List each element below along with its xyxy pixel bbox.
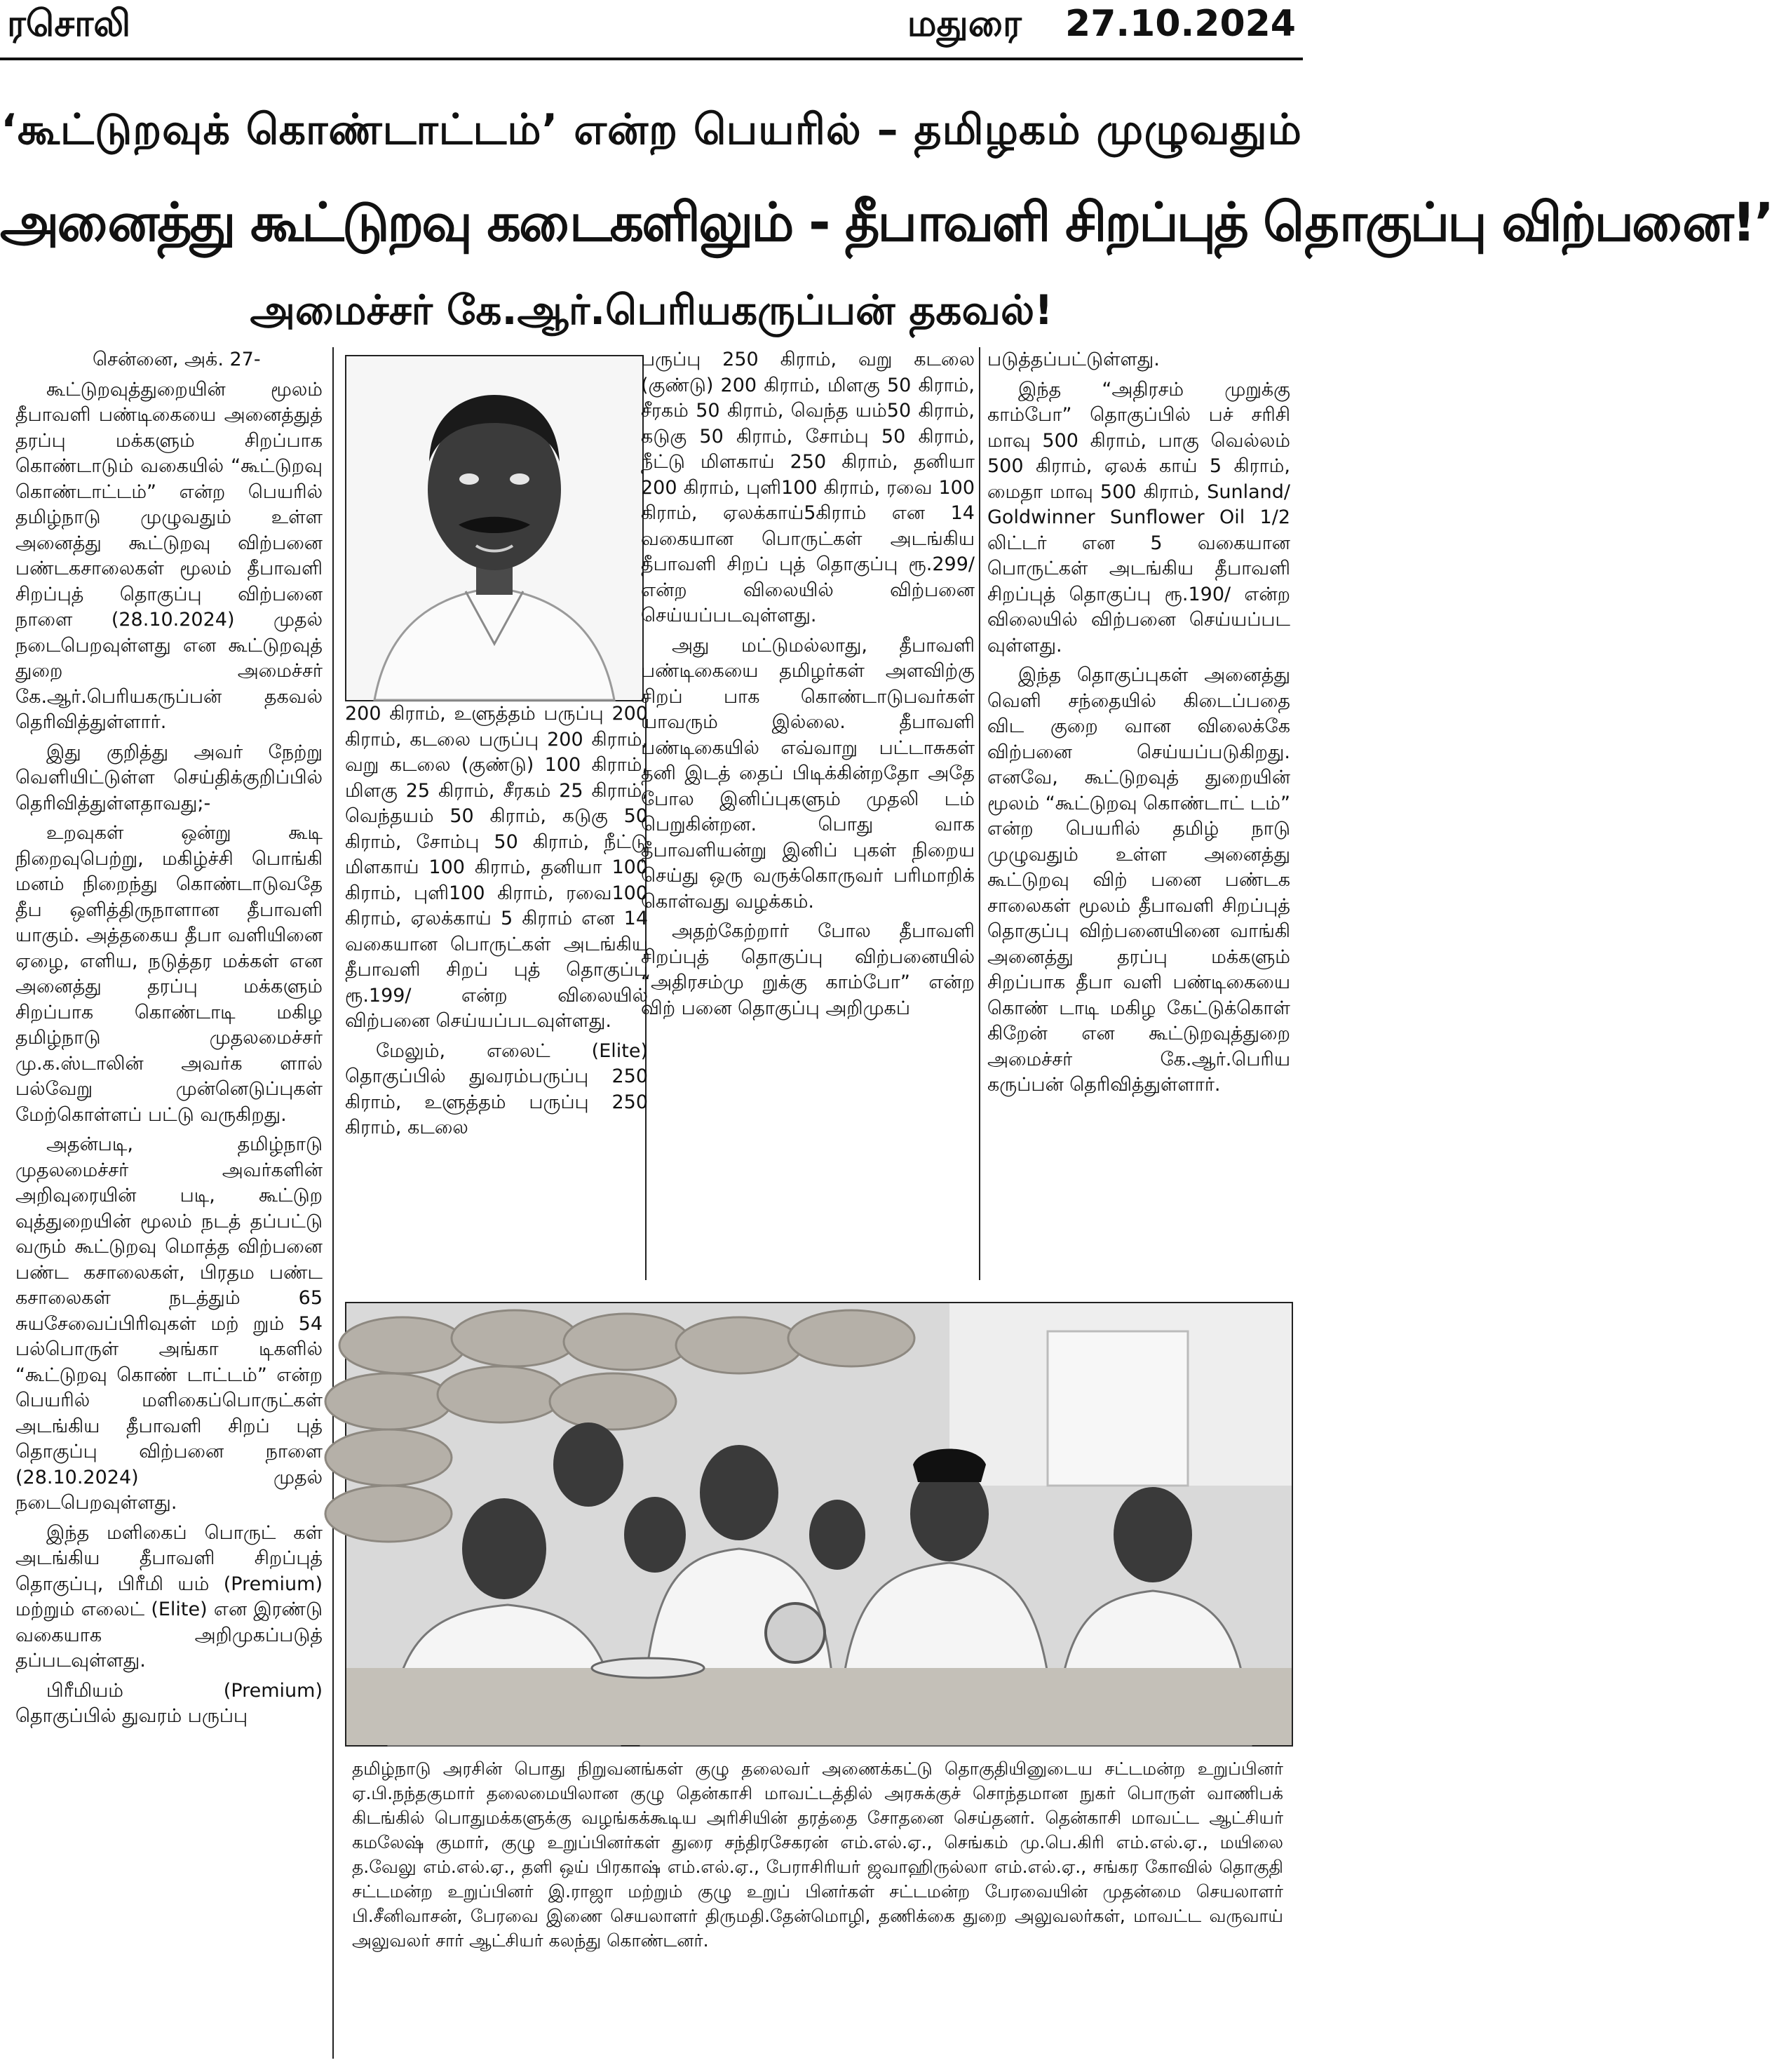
article-paragraph: பிரீமியம் (Premium) தொகுப்பில் துவரம் பருப்பு (15, 1679, 323, 1727)
article-column-4 (987, 347, 1290, 1280)
article-paragraph: அது மட்டுமல்லாது, தீபாவளி பண்டிகையை தமிழர்கள் அளவிற்கு சிறப் பாக கொண்டாடுபவர்கள் யாவரும் இல்லை. தீபாவளி பண்டிகையில் எவ்வாறு பட்டாசுகள் தனி இடத் தைப் பிடிக்கின்றதோ அதே போல இனிப்புகளும் முதலி டம் பெறுகின்றன. பொது வாக தீபாவளியன்று இனிப் புகள் நிறைய செய்து ஒரு வருக்கொருவர் பரிமாறிக் கொள்வது வழக்கம். (641, 634, 975, 913)
article-paragraph: இந்த தொகுப்புகள் அனைத்து வெளி சந்தையில் கிடைப்பதை விட குறை வான விலைக்கே விற்பனை செய்யப்படுகிறது. எனவே, கூட்டுறவுத் துறையின் மூலம் “கூட்டுறவு கொண்டாட் டம்” என்ற பெயரில் தமிழ் நாடு முழுவதும் உள்ள அனைத்து கூட்டுறவு விற் பனை பண்டக சாலைகள் மூலம் தீபாவளி சிறப்புத் தொகுப்பு விற்பனையினை வாங்கி அனைத்து தரப்பு மக்களும் சிறப்பாக தீபா வளி பண்டிகையை கொண் டாடி மகிழ கேட்டுக்கொள் கிறேன் என கூட்டுறவுத்துறை அமைச்சர் கே.ஆர்.பெரிய கருப்பன் தெரிவித்துள்ளார். (987, 664, 1290, 1096)
article-paragraph: அதன்படி, தமிழ்நாடு முதலமைச்சர் அவர்களின் அறிவுரையின் படி, கூட்டுற வுத்துறையின் மூலம் நடத் தப்பட்டு வரும் கூட்டுறவு மொத்த விற்பனை பண்ட கசாலைகள், பிரதம பண்ட கசாலைகள் நடத்தும் 65 சுயசேவைப்பிரிவுகள் மற் றும் 54 பல்பொருள் அங்கா டிகளில் “கூட்டுறவு கொண் டாட்டம்” என்ற பெயரில் மளிகைப்பொருட்கள் அடங்கிய தீபாவளி சிறப் புத் தொகுப்பு விற்பனை நாளை (28.10.2024) முதல் நடைபெறவுள்ளது. (15, 1133, 323, 1514)
edition-city: மதுரை (907, 3, 1022, 45)
masthead-rule (0, 58, 1303, 60)
headline-kicker: ‘கூட்டுறவுக் கொண்டாட்டம்’ என்ற பெயரில் – தமிழகம் முழுவதும் (1, 105, 1302, 154)
article-column-2 (345, 701, 648, 1277)
dateline (907, 3, 1296, 50)
article-paragraph: இது குறித்து அவர் நேற்று வெளியிட்டுள்ள செய்திக்குறிப்பில் தெரிவித்துள்ளதாவது;- (15, 741, 323, 814)
article-paragraph: இந்த மளிகைப் பொருட் கள் அடங்கிய தீபாவளி சிறப்புத் தொகுப்பு, பிரீமி யம் (Premium) மற்றும் எலைட் (Elite) என இரண்டு வகையாக அறிமுகப்படுத் தப்படவுள்ளது. (15, 1521, 323, 1671)
headline-main: அனைத்து கூட்டுறவு கடைகளிலும் - தீபாவளி சிறப்புத் தொகுப்பு விற்பனை!’ (0, 191, 1772, 253)
article-paragraph: அதற்கேற்றார் போல தீபாவளி சிறப்புத் தொகுப்பு விற்பனையில் “அதிரசம்மு றுக்கு காம்போ” என்ற விற் பனை தொகுப்பு அறிமுகப் (641, 920, 975, 1019)
portrait-illustration (346, 356, 642, 700)
article-paragraph: உறவுகள் ஒன்று கூடி நிறைவுபெற்று, மகிழ்ச்சி பொங்கி மனம் நிறைந்து கொண்டாடுவதே தீப ஒளித்திருநாளான தீபாவளி யாகும். அத்தகைய தீபா வளியினை ஏழை, எளிய, நடுத்தர மக்கள் என அனைத்து தரப்பு மக்களும் சிறப்பாக கொண்டாடி மகிழ தமிழ்நாடு முதலமைச்சர் மு.க.ஸ்டாலின் அவர்க ளால் பல்வேறு முன்னெடுப்புகள் மேற்கொள்ளப் பட்டு வருகிறது. (15, 822, 323, 1126)
column-divider (332, 347, 334, 2059)
article-paragraph: பருப்பு 250 கிராம், வறு கடலை (குண்டு) 200 கிராம், மிளகு 50 கிராம், சீரகம் 50 கிராம், வெந்த யம்50 கிராம், கடுகு 50 கிராம், சோம்பு 50 கிராம், நீட்டு மிளகாய் 250 கிராம், தனியா 200 கிராம், புளி100 கிராம், ரவை 100 கிராம், ஏலக்காய்5கிராம் என 14 வகையான பொருட்கள் அடங்கிய தீபாவளி சிறப் புத் தொகுப்பு ரூ.299/ என்ற விலையில் விற்பனை செய்யப்படவுள்ளது. (641, 349, 975, 626)
photo-caption (345, 1754, 1290, 2062)
newspaper-name: ரசொலி (7, 3, 131, 45)
warehouse-inspection-photo (346, 1303, 1292, 1745)
article-paragraph: மேலும், எலைட் (Elite) தொகுப்பில் துவரம்பருப்பு 250 கிராம், உளுத்தம் பருப்பு 250 கிராம், கடலை (345, 1040, 648, 1138)
minister-portrait (345, 355, 644, 701)
news-photo (345, 1302, 1293, 1747)
article-column-3 (641, 347, 975, 1280)
article-paragraph: 200 கிராம், உளுத்தம் பருப்பு 200 கிராம், கடலை பருப்பு 200 கிராம், வறு கடலை (குண்டு) 100 கிராம், மிளகு 25 கிராம், சீரகம் 25 கிராம், வெந்தயம் 50 கிராம், கடுகு 50 கிராம், சோம்பு 50 கிராம், நீட்டு மிளகாய் 100 கிராம், தனியா 100 கிராம், புளி100 கிராம், ரவை100 கிராம், ஏலக்காய் 5 கிராம் என 14 வகையான பொருட்கள் அடங்கிய தீபாவளி சிறப் புத் தொகுப்பு ரூ.199/ என்ற விலையில் விற்பனை செய்யப்படவுள்ளது. (345, 703, 648, 1032)
column-divider (979, 347, 980, 1280)
headline-sub: அமைச்சர் கே.ஆர்.பெரியகருப்பன் தகவல்! (250, 286, 1053, 334)
article-paragraph: கூட்டுறவுத்துறையின் மூலம் தீபாவளி பண்டிகையை அனைத்துத் தரப்பு மக்களும் சிறப்பாக கொண்டாடும் வகையில் “கூட்டுறவு கொண்டாட்டம்” என்ற பெயரில் தமிழ்நாடு முழுவதும் உள்ள அனைத்து கூட்டுறவு விற்பனை பண்டகசாலைகள் மூலம் தீபாவளி சிறப்புத் தொகுப்பு விற்பனை நாளை (28.10.2024) முதல் நடைபெறவுள்ளது என கூட்டுறவுத் துறை அமைச்சர் கே.ஆர்.பெரியகருப்பன் தகவல் தெரிவித்துள்ளார். (15, 378, 323, 733)
article-column-1 (15, 347, 323, 2038)
masthead (0, 0, 1303, 63)
photo-caption-text: தமிழ்நாடு அரசின் பொது நிறுவனங்கள் குழு தலைவர் அணைக்கட்டு தொகுதியினுடைய சட்டமன்ற உறுப்பினர் ஏ.பி.நந்தகுமார் தலைமையிலான குழு தென்காசி மாவட்டத்தில் அரசுக்குச் சொந்தமான நுகர் பொருள் வாணிபக் கிடங்கில் பொதுமக்களுக்கு வழங்கக்கூடிய அரிசியின் தரத்தை சோதனை செய்தனர். தென்காசி மாவட்ட ஆட்சியர் கமலேஷ் குமார், குழு உறுப்பினர்கள் துரை சந்திரசேகரன் எம்.எல்.ஏ., செங்கம் மு.பெ.கிரி எம்.எல்.ஏ., மயிலை த.வேலு எம்.எல்.ஏ., தளி ஒய் பிரகாஷ் எம்.எல்.ஏ., பேராசிரியர் ஜவாஹிருல்லா எம்.எல்.ஏ., சங்கர கோவில் தொகுதி சட்டமன்ற உறுப்பினர் இ.ராஜா மற்றும் குழு உறுப் பினர்கள் சட்டமன்ற பேரவையின் முதன்மை செயலாளர் பி.சீனிவாசன், பேரவை இணை செயலாளர் திருமதி.தேன்மொழி, தணிக்கை துறை அலுவலர்கள், மாவட்ட வருவாய் அலுவலர் சார் ஆட்சியர் கலந்து கொண்டனர். (352, 1758, 1284, 1951)
article-paragraph: இந்த “அதிரசம் முறுக்கு காம்போ” தொகுப்பில் பச் சரிசி மாவு 500 கிராம், பாகு வெல்லம் 500 கிராம், ஏலக் காய் 5 கிராம், மைதா மாவு 500 கிராம், Sunland/ Goldwinner Sunflower Oil 1/2 லிட்டர் என 5 வகையான பொருட்கள் அடங்கிய தீபாவளி சிறப்புத் தொகுப்பு ரூ.190/ என்ற விலையில் விற்பனை செய்யப்பட வுள்ளது. (987, 378, 1290, 657)
article-paragraph: படுத்தப்பட்டுள்ளது. (987, 349, 1160, 370)
dateline-paragraph: சென்னை, அக். 27- (93, 349, 261, 370)
edition-date: 27.10.2024 (1065, 3, 1296, 45)
